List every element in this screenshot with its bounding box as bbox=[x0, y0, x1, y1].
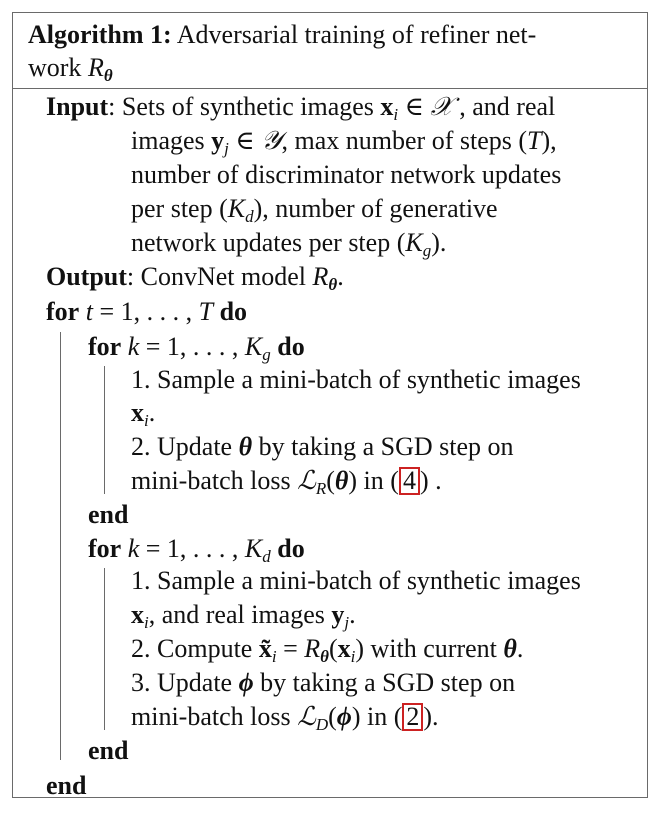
step-text: . bbox=[148, 398, 156, 427]
gen-step-2 bbox=[131, 432, 514, 462]
math-y: y bbox=[211, 126, 225, 155]
input-text: ), bbox=[541, 126, 557, 155]
math-in: ∈ bbox=[398, 92, 431, 121]
math-phi: ϕ bbox=[238, 668, 254, 697]
input-line-4 bbox=[131, 194, 498, 232]
math-k: k bbox=[127, 332, 140, 361]
math-k: k bbox=[127, 534, 140, 563]
input-line-3: number of discriminator network updates bbox=[131, 160, 562, 189]
step-text: ( bbox=[326, 466, 335, 495]
step-text: ). bbox=[423, 702, 439, 731]
step-text: 3. Update bbox=[131, 668, 239, 697]
math-sub: i bbox=[144, 411, 149, 430]
for-keyword: for bbox=[88, 332, 122, 361]
math-y: y bbox=[331, 600, 345, 629]
math-sub: d bbox=[262, 547, 271, 566]
step-text: 2. Compute bbox=[131, 634, 259, 663]
math-k: K bbox=[244, 534, 263, 563]
output-keyword: Output bbox=[46, 262, 127, 291]
math-k: K bbox=[405, 228, 423, 257]
math-sub: R bbox=[315, 479, 327, 498]
input-text: , and real bbox=[452, 92, 556, 121]
input-text: images bbox=[131, 126, 212, 155]
loop-range: = 1, . . . , bbox=[92, 297, 199, 326]
step-text: ( bbox=[328, 702, 337, 731]
step-text: = bbox=[276, 634, 305, 663]
step-text: . bbox=[349, 600, 356, 629]
step-text: ( bbox=[328, 634, 338, 663]
math-k: K bbox=[227, 194, 246, 223]
step-text: ) in ( bbox=[348, 466, 399, 495]
math-sub: i bbox=[271, 647, 277, 666]
disc-end-line: end bbox=[88, 736, 129, 765]
output-text: . bbox=[337, 262, 344, 291]
input-keyword: Input bbox=[46, 92, 109, 121]
step-text: 2. Update bbox=[131, 432, 239, 461]
math-t: T bbox=[527, 126, 542, 155]
math-k: K bbox=[244, 332, 263, 361]
math-sub: g bbox=[262, 345, 271, 364]
input-text: , max number of steps ( bbox=[281, 126, 528, 155]
step-text: . bbox=[516, 634, 524, 663]
math-set-y: 𝒴 bbox=[261, 126, 282, 156]
step-text: mini-batch loss bbox=[131, 466, 298, 495]
input-text: network updates per step ( bbox=[131, 228, 406, 257]
output-line bbox=[46, 262, 344, 300]
disc-step-3-cont bbox=[131, 702, 439, 740]
do-keyword: do bbox=[277, 332, 305, 361]
math-theta: θ bbox=[503, 634, 517, 663]
step-text: by taking a SGD step on bbox=[253, 668, 516, 697]
refiner-symbol-sub: θ bbox=[103, 66, 113, 85]
input-text: ). bbox=[431, 228, 447, 257]
math-set-x: 𝒳 bbox=[430, 92, 453, 122]
input-line-1 bbox=[46, 92, 555, 130]
math-x: x bbox=[380, 92, 394, 121]
algorithm-title-line-1 bbox=[28, 20, 536, 50]
refiner-symbol: R bbox=[312, 262, 329, 291]
math-in: ∈ bbox=[228, 126, 262, 155]
algorithm-label: Algorithm 1: bbox=[28, 20, 172, 49]
gen-loop-guide bbox=[104, 366, 105, 494]
gen-step-1-cont bbox=[131, 398, 155, 436]
math-t: t bbox=[85, 297, 93, 326]
math-x: x bbox=[337, 634, 351, 663]
gen-end-line: end bbox=[88, 500, 129, 529]
for-keyword: for bbox=[46, 297, 80, 326]
do-keyword: do bbox=[277, 534, 305, 563]
step-text: , and real images bbox=[148, 600, 332, 629]
input-line-2 bbox=[131, 126, 557, 164]
gen-step-2-cont bbox=[131, 466, 442, 504]
math-sub: j bbox=[344, 613, 350, 632]
outer-loop-guide bbox=[60, 332, 61, 760]
output-text: : ConvNet model bbox=[126, 262, 313, 291]
refiner-symbol-sub: θ bbox=[328, 275, 338, 294]
step-text: by taking a SGD step on bbox=[252, 432, 514, 461]
math-sub: i bbox=[350, 647, 356, 666]
equation-ref-link[interactable]: 2 bbox=[402, 703, 423, 731]
algorithm-title-cont: work bbox=[28, 53, 82, 82]
math-theta: θ bbox=[238, 432, 253, 461]
math-t: T bbox=[198, 297, 214, 326]
disc-loop-guide bbox=[104, 568, 105, 730]
algorithm-title: Adversarial training of refiner net- bbox=[176, 20, 537, 49]
math-sub: j bbox=[224, 139, 229, 158]
loop-range: = 1, . . . , bbox=[139, 332, 245, 361]
math-theta: θ bbox=[334, 466, 349, 495]
disc-step-3 bbox=[131, 668, 515, 698]
math-loss: ℒ bbox=[297, 466, 316, 495]
outer-end-line: end bbox=[46, 771, 87, 800]
math-x: x bbox=[131, 398, 144, 427]
gen-step-1: 1. Sample a mini-batch of synthetic images bbox=[131, 365, 581, 394]
equation-ref-link[interactable]: 4 bbox=[399, 467, 420, 495]
input-text: per step ( bbox=[131, 194, 228, 223]
math-sub: D bbox=[315, 715, 329, 734]
step-text: ) with current bbox=[355, 634, 504, 663]
refiner-symbol: R bbox=[87, 53, 104, 82]
math-phi: ϕ bbox=[336, 702, 352, 731]
disc-step-1: 1. Sample a mini-batch of synthetic images bbox=[131, 566, 581, 595]
math-sub: i bbox=[393, 105, 399, 124]
input-line-5 bbox=[131, 228, 446, 266]
input-text: ), number of generative bbox=[253, 194, 498, 223]
do-keyword: do bbox=[219, 297, 248, 326]
loop-range: = 1, . . . , bbox=[139, 534, 245, 563]
math-sub: i bbox=[144, 613, 149, 632]
math-x-tilde: x̃ bbox=[258, 634, 272, 663]
math-sub: d bbox=[245, 207, 254, 226]
step-text: ) in ( bbox=[351, 702, 403, 731]
math-sub: g bbox=[422, 241, 432, 260]
for-keyword: for bbox=[88, 534, 122, 563]
disc-step-1-cont bbox=[131, 600, 356, 638]
outer-for-line bbox=[46, 297, 247, 327]
refiner-symbol: R bbox=[304, 634, 321, 663]
disc-step-2 bbox=[131, 634, 523, 672]
math-x: x bbox=[131, 600, 144, 629]
step-text: mini-batch loss bbox=[131, 702, 298, 731]
refiner-symbol-sub: θ bbox=[320, 647, 329, 666]
algorithm-title-line-2 bbox=[28, 53, 113, 91]
math-loss: ℒ bbox=[297, 702, 316, 731]
step-text: ) . bbox=[419, 466, 442, 495]
input-text: : Sets of synthetic images bbox=[108, 92, 381, 121]
